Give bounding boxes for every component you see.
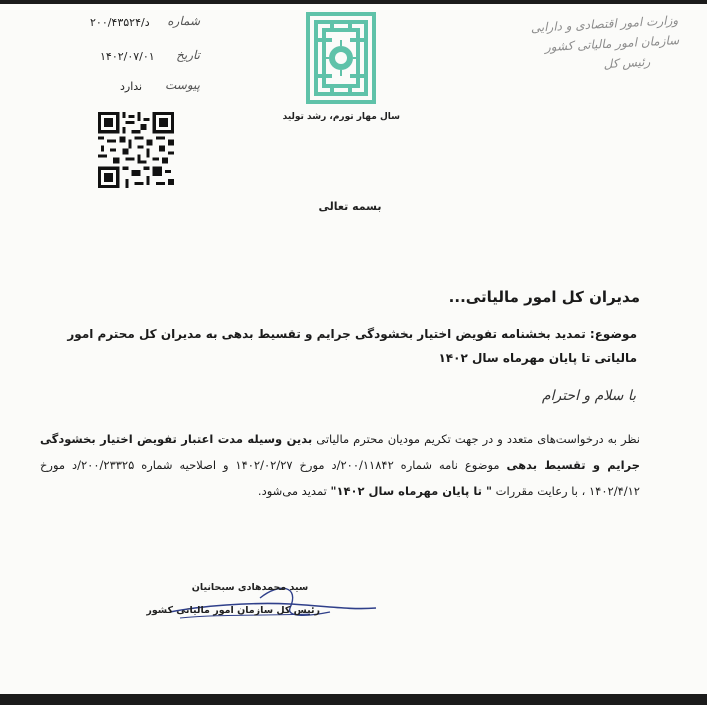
addressee: مدیران کل امور مالیاتی... [448, 288, 640, 306]
signatory-title: رئیس کل سازمان امور مالیاتی کشور [146, 605, 320, 616]
number-value: د/۲۰۰/۴۳۵۲۴ [90, 16, 150, 29]
year-slogan: سال مهار تورم، رشد تولید [282, 112, 400, 122]
body-deadline: " تا پایان مهرماه سال ۱۴۰۲" [330, 484, 492, 498]
signature-mark [140, 572, 380, 632]
ministry-line: سازمان امور مالیاتی کشور [544, 33, 680, 55]
attachment-label: پیوست [165, 78, 200, 92]
ministry-line: رئیس کل [603, 54, 651, 72]
date-label: تاریخ [176, 48, 200, 62]
bismillah: بسمه تعالی [318, 200, 382, 213]
date-value: ۱۴۰۲/۰۷/۰۱ [100, 50, 155, 63]
number-row [90, 14, 200, 32]
body-bold-extension: بدین وسیله مدت اعتبار تفویض اختیار بخشودگی جرایم و تقسیط بدهی [40, 432, 640, 472]
ministry-heading [528, 10, 683, 108]
qr-code-icon [98, 112, 174, 188]
date-row [100, 48, 200, 66]
attachment-row [120, 78, 200, 96]
attachment-value: ندارد [120, 80, 143, 93]
body-reference: موضوع نامه شماره ۲۰۰/۱۱۸۴۲/د مورخ ۱۴۰۲/۰۲/۲۷ و اصلاحیه شماره ۲۰۰/۲۳۳۲۵/د مورخ ۱۴۰۲/۴/۱۲ ، با رعایت مقررات [40, 458, 640, 498]
body-intro: نظر به درخواست‌های متعدد و در جهت تکریم مودیان محترم مالیاتی [316, 432, 641, 446]
body-closing: تمدید می‌شود. [257, 484, 327, 498]
greeting: با سلام و احترام [541, 388, 636, 404]
bottom-border [0, 694, 707, 705]
number-label: شماره [167, 14, 200, 28]
tax-organization-logo-icon [302, 10, 380, 106]
ministry-line: وزارت امور اقتصادی و دارایی [530, 13, 679, 35]
letter-body [40, 426, 640, 504]
signatory-name: سید محمدهادی سبحانیان [191, 582, 309, 593]
top-border [0, 0, 707, 4]
subject-line: موضوع: تمدید بخشنامه تفویض اختیار بخشودگی جرایم و تقسیط بدهی به مدیران کل محترم امور مالیاتی تا پایان مهرماه سال ۱۴۰۲ [67, 327, 637, 365]
